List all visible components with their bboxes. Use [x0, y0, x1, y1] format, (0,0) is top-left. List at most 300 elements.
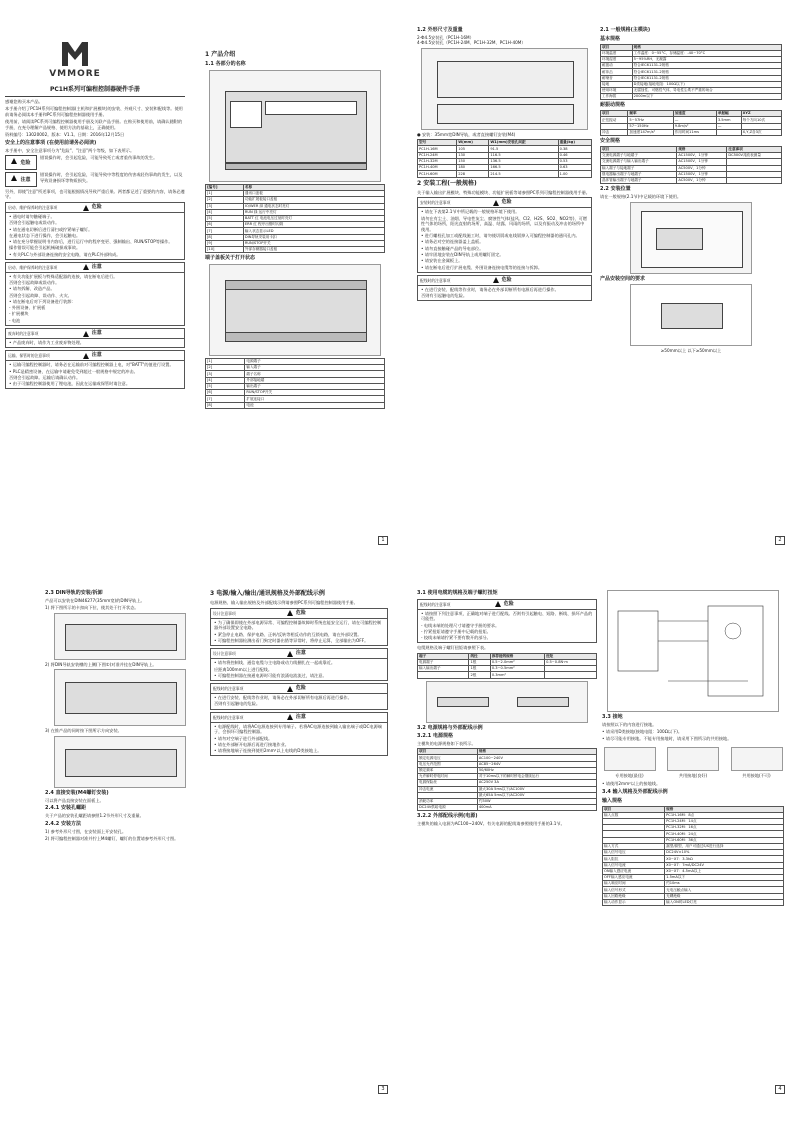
warning-triangle-icon [83, 264, 89, 270]
table-row [601, 129, 782, 135]
table-cell: 输入动作显示 [603, 899, 665, 905]
safety-spec-table: 项目 规格 注意事项 交流电源端子与地端子 AC1500V，1分钟 DC500V兆欧表测量 交流电源端子与输入输出端子 AC1500V，1分钟 输入端子与接地端子 AC500V，1分钟 继电器输出端子与地端子 AC1500V，1分钟 晶体管输出端子与地端子 AC500V，1分钟 [600, 146, 782, 184]
warning-level: 危险 [503, 600, 514, 607]
plc-front-diagram [209, 70, 381, 182]
page4-left-column [417, 570, 597, 828]
weight-table: 型号 W(mm) W1(mm)安装孔间距 重量(kg) PC1H-16M 105 91.5 0.38 PC1H-24M 130 116.5 0.46 PC1H-32M 150 136.5 0.53 PC1H-40M 180 166.5 0.63 PC1H-60M 228 214.5 1.00 [417, 139, 592, 177]
table-cell: — [673, 117, 716, 123]
table-cell: PC1H-32M [418, 158, 457, 164]
table-row [601, 153, 782, 159]
table-cell: PC1H-16M [418, 146, 457, 152]
table-cell: 对于10ms以下的瞬时停电会继续运行 [477, 774, 596, 780]
warning-level: 注意 [91, 352, 102, 359]
warning-box-4 [5, 350, 185, 389]
safety-spec-title: 安全规格 [600, 138, 621, 145]
ground-diagram-dedicated: 专用接地(最佳) [602, 745, 657, 779]
table-cell: 输入信号电流 [603, 862, 665, 868]
section-2-title: 2 安装工程(一般规格) [417, 179, 477, 187]
doc-code: 资料编号：13020002。版本：V1.1。日期：2016年12月15日 [5, 132, 125, 138]
wiring-schematic [608, 591, 778, 711]
basic-spec-title: 基本规格 [600, 35, 621, 42]
space-title: 产品安装空间的要求 [600, 275, 646, 282]
table-cell: AC500V，1分钟 [677, 177, 727, 183]
warning-level: 危险 [295, 609, 306, 616]
table-cell: 无电压触点输入 [665, 887, 784, 893]
table-cell: [4] [206, 209, 244, 215]
warning-box-8 [210, 648, 388, 681]
table-cell: 耐冲击 [601, 69, 633, 75]
ground-line-2: • 请采用D类接地(接地电阻：100Ω以下)。 [602, 728, 683, 734]
table-cell: 符合IEC61131-2规格 [632, 63, 781, 69]
section-2-1-title: 2.1 一般规格(主模块) [600, 27, 651, 33]
table-cell: 150 [457, 158, 489, 164]
input-spec-title: 输入规格 [602, 797, 623, 804]
table-cell: ON输入感应电流 [603, 868, 665, 874]
table-cell: [5] [206, 215, 244, 221]
table-cell: 最大65A 5ms以下/AC200V [477, 792, 596, 798]
table-cell: PC1H-60M：36点 [665, 837, 784, 843]
table-cell: 扩展连接口 [245, 396, 385, 402]
din-step-2: 2) 将DIN导轨安装槽的上侧(下图①)对准并挂在DIN导轨上。 [45, 661, 157, 667]
section-1-2-title: 1.2 外形尺寸及重量 [417, 27, 463, 33]
vibration-table: 项目 频率 加速度 单振幅 XYZ 正弦振动 5~57Hz — 3.5mm 每个方向10次 57~150Hz 9.8m/s² — 冲击 加速度147m/s² 作用时间11ms X,Y,Z各3次 [600, 110, 782, 136]
section-3-1-title: 3.1 使用电缆的规格及端子螺钉扭矩 [417, 590, 498, 596]
table-cell: 130 [457, 152, 489, 158]
doc-title: PC1H系列可编程控制器硬件手册 [50, 86, 140, 94]
table-cell: [1] [206, 191, 244, 197]
warning-box-3 [5, 328, 185, 348]
table-cell: 电源保险丝 [418, 780, 478, 786]
input-spec-table: 项目 规格 输入点数 PC1H-16M：8点 PC1H-24M：14点 PC1H-32M：16点 PC1H-40M：24点 PC1H-60M：36点 输入方式 漏型/源型，用户可通过S/S进行选择 输入信号电压 DC24V±10% 输入阻抗 X0~X7：3.3kΩ 输入信号电流 X0~X7：7mA/DC24V ON输入感应电流 X0~X7：4.5mA以上 OFF输入感应电流 1.5mA以下 输入响应时间 约10ms 输入信号形式 无电压触点输入 输入回路绝缘 光耦绝缘 输入动作显示 输入ON时LED灯亮 [602, 806, 784, 907]
table-cell: X0~X7：3.3kΩ [665, 856, 784, 862]
warning-context: 安装时的注意事项 [420, 200, 451, 206]
table-cell: 输入ON时LED灯亮 [665, 899, 784, 905]
table-cell: [7] [206, 228, 244, 234]
brand-name: VMMORE [49, 69, 101, 79]
table-cell: 外部存储器接口盖板 [243, 247, 384, 253]
danger-text: 错误操作时，会引起危险，可能导致死亡或者重伤事故的发生。 [40, 155, 158, 161]
table-cell: 冲击 [601, 129, 628, 135]
table-cell: 无腐蚀性、可燃性气体，导电性尘埃不严重的场合 [632, 88, 781, 94]
warning-context: 启动、维护保养时的注意事项 [8, 264, 58, 270]
table-cell: PC1H-16M：8点 [665, 812, 784, 818]
warning-body: • 有关功能扩展板与特殊适配器的连接，请在断电后进行。 否则会引起故障或误动作。 • 请勿拆解、改造产品。 否则会引起故障、误动作、火灾。 • 请在断电后对下列设备进行装卸： - 外围设备、扩展板 - 扩展模块 - 电池 [9, 273, 118, 323]
table-cell: 输入方式 [603, 843, 665, 849]
table-cell: AC85~264V [477, 761, 596, 767]
environment-spec-table: 项目 规格 环境温度 工作温度：0~55°C，存储温度：-40~70°C 环境湿度 5~95%RH，无凝露 耐振动 符合IEC61131-2规格 耐冲击 符合IEC61131-2规格 耐噪音 符合IEC61131-2规格 接地 D类接地(接地电阻：100Ω以下) 使用环境 无腐蚀性、可燃性气体，导电性尘埃不严重的场合 工作海拔 2000m以下 [600, 44, 782, 101]
section-2-2-text: 请在一般规格(2.1节)中记载的环境下使用。 [600, 193, 682, 199]
page1-right-column [205, 25, 385, 409]
warning-context: 配线时的注意事项 [213, 685, 244, 691]
din-step-1: 1) 将下图所示的卡扣向下拉，使其处于打开状态。 [45, 604, 139, 610]
table-cell: 电源端子 [245, 359, 385, 365]
table-cell: 环境湿度 [601, 56, 633, 62]
table-cell: 0.5~0.8N·m [545, 659, 597, 665]
warning-context: 运输、保管时的注意事项 [8, 353, 50, 359]
section-2-3-title: 2.3 DIN导轨的安装/拆卸 [45, 590, 103, 596]
warning-triangle-icon [83, 205, 89, 211]
table-cell: [1] [206, 359, 245, 365]
table-cell: 环境温度 [601, 50, 633, 56]
table-cell: 功能扩展板接口盖板 [243, 197, 384, 203]
table-cell: 输入响应时间 [603, 881, 665, 887]
section-3-3-title: 3.3 接地 [602, 714, 623, 720]
page1-left-column [5, 25, 185, 391]
table-cell: 电源端子 [418, 659, 469, 665]
warning-triangle-icon [287, 651, 293, 657]
table-cell: D类接地(接地电阻：100Ω以下) [632, 81, 781, 87]
table-cell: 3.5mm [716, 117, 741, 123]
table-cell: [2] [206, 365, 245, 371]
table-cell: 工作海拔 [601, 94, 633, 100]
table-cell: [9] [206, 240, 244, 246]
table-cell: [8] [206, 402, 245, 408]
space-note: ≥50mm以上 以下≥50mm以上 [660, 348, 722, 354]
page4-right-column [602, 570, 784, 906]
safety-note: 另外，即使"注意"所述事项，也可能根据情况导致严重后果。两者都记述了重要的内容，请务必遵守。 [5, 188, 185, 200]
table-cell: 通讯口盖板 [243, 191, 384, 197]
intro-p1: 感谢您购买本产品。 [5, 99, 43, 105]
table-cell: 2000m以下 [632, 94, 781, 100]
table-row [418, 805, 597, 811]
table-cell: PC1H-24M：14点 [665, 819, 784, 825]
table-cell: PC1H-24M [418, 152, 457, 158]
table-cell: 符合IEC61131-2规格 [632, 69, 781, 75]
table-cell [727, 177, 782, 183]
table-cell: 晶体管输出端子与地端子 [601, 177, 677, 183]
table-cell: AC1500V，1分钟 [677, 159, 727, 165]
section-2-4-text: 可以将产品直接安装在面板上。 [45, 797, 104, 803]
warning-level: 注意 [91, 264, 102, 271]
section-1-1-title: 1.1 各部分的名称 [205, 61, 246, 68]
caution-row [5, 172, 185, 187]
table-cell: 约10ms [665, 881, 784, 887]
warning-level: 危险 [91, 204, 102, 211]
table-cell: 0.53 [558, 158, 591, 164]
warning-triangle-icon [495, 601, 501, 607]
danger-tag: 危险 [5, 155, 37, 170]
table-cell: 91.5 [489, 146, 558, 152]
warning-triangle-icon [11, 175, 17, 181]
warning-context: 废弃时的注意事项 [8, 330, 39, 336]
table-cell: 105 [457, 146, 489, 152]
warning-box-7 [210, 608, 388, 646]
table-cell: 正弦振动 [601, 117, 628, 123]
table-cell: 额定频率 [418, 767, 478, 773]
mount-step-1: 1) 参考外形尺寸图，在安装面上开安装孔。 [45, 828, 127, 834]
warning-box-11 [417, 599, 597, 644]
warning-triangle-icon [83, 331, 89, 337]
table-cell: [5] [206, 383, 245, 389]
din-step-3-image [54, 736, 186, 788]
table-cell: 额定电源电压 [418, 755, 478, 761]
table-cell: ERR 红 程序出错时闪烁 [243, 222, 384, 228]
table-cell: AC500V，1分钟 [677, 165, 727, 171]
table-cell: [8] [206, 234, 244, 240]
table-row [418, 171, 592, 177]
plc-in-cabinet-image [656, 228, 703, 250]
table-cell: 输入点数 [603, 812, 665, 818]
warning-triangle-icon [493, 277, 499, 283]
plc-terminal-diagram [209, 264, 381, 356]
caution-tag: 注意 [5, 172, 37, 187]
table-cell: 使用环境 [601, 88, 633, 94]
table-cell: 每个方向10次 [741, 117, 781, 123]
warning-box-5 [417, 197, 592, 272]
table-cell: X0~X7：4.5mA以上 [665, 868, 784, 874]
table-cell: 5~57Hz [628, 117, 673, 123]
table-cell: AC1500V，1分钟 [677, 153, 727, 159]
manual-page-2 [402, 25, 787, 565]
section-2-2-title: 2.2 安装位置 [600, 186, 631, 193]
table-cell: 0.38 [558, 146, 591, 152]
wire-end-diagram [426, 681, 588, 723]
plc-space-image [661, 303, 723, 329]
warning-context: 设计注意事项 [213, 651, 236, 657]
warning-box-10 [210, 712, 388, 757]
section-3-2-1-title: 3.2.1 电源规格 [417, 733, 453, 740]
table-cell: RUN/STOP开关 [245, 390, 385, 396]
comm-port-image [230, 101, 262, 128]
table-cell: 继电器输出端子与地端子 [601, 171, 677, 177]
page2-right-column [600, 25, 782, 356]
ground-line-1: 请按照以下的内容进行接地。 [602, 721, 657, 727]
section-3-2-1-text: 主模块的电源规格如下表所示。 [417, 741, 476, 747]
warning-body: • 请按照下列注意事项，正确地对端子进行配线。否则有引起触电、短路、断线、损坏产品的可能性。 - 电线末端的处理尺寸请遵守手册的要求。 - 拧紧扭矩请遵守手册中记载的扭矩。 - 绞线末端请拧紧不要有散开的部分。 [421, 610, 593, 641]
table-cell: 9.8m/s² [673, 123, 716, 129]
warning-body: • 通电时请勿触碰端子。 否则会引起触电或误动作。 • 请在通电切断后进行清扫或拧紧端子螺钉。 在通电状态下进行操作，会引起触电。 • 请在充分掌握说明书内容后，进行运行中的程序变更、强制输出、RUN/STOP等操作。 操作错误可能会引起机械破损或事故。 • 有关PLC与外部设备连接的安全电路，请在PLC外部构成。 [9, 214, 173, 257]
din-step-2-image [54, 669, 186, 726]
table-cell: 消耗功率 [418, 798, 478, 804]
page-number: 4 [775, 1085, 785, 1094]
table-cell: 作用时间11ms [673, 129, 716, 135]
warning-body: • 电源配线时，请将AC电源连接到专用端子。若将AC电源连接到输入输出端子或DC电源端子，会损坏可编程控制器。 • 请勿对空端子进行外部配线。 • 请在外部断开电源后再进行接地作业。 • 请将接地端子连接到使用2mm²以上电线的D类接地上。 [214, 723, 382, 754]
table-cell: 耐振动 [601, 63, 633, 69]
table-cell: 输入输出端子 [418, 666, 469, 672]
table-cell: PC1H-40M：24点 [665, 831, 784, 837]
page-number: 2 [775, 536, 785, 545]
vmmore-logo-icon [60, 40, 90, 68]
table-cell: 5~95%RH，无凝露 [632, 56, 781, 62]
warning-level: 注意 [295, 650, 306, 657]
page-number: 3 [378, 1085, 388, 1094]
table-cell: 0.46 [558, 152, 591, 158]
table-cell: 1根 [469, 666, 490, 672]
cable-text: 电缆规格及端子螺钉扭矩请参照下表。 [417, 645, 489, 651]
ground-diagrams [602, 745, 784, 779]
intro-p3: 使用前，请阅读PC系列可编程控制器使用手册及关联产品手册。在购买和使用前，请确认随附的手册，在充分理解产品规格、使用方法的基础上，正确使用。 [5, 119, 183, 130]
section-2-lead: 关于输入输出扩展模块、特殊功能模块、功能扩展板等请参照PC系列可编程控制器使用手册。 [417, 189, 590, 195]
table-row [601, 94, 782, 100]
weight-note: ● 安装：35mm宽DIN导轨，或者直接螺钉安装(M4) [417, 132, 516, 138]
side-view-image [437, 104, 574, 124]
table-cell: 加速度147m/s² [628, 129, 673, 135]
warning-body: • 在进行安装、配线等作业时，请务必在外部切断所有电源后再进行操作。 否则有引起触电的危险。 [214, 695, 352, 707]
warning-triangle-icon [493, 200, 499, 206]
table-row [603, 899, 784, 905]
ground-line-4: • 请使用2mm²以上的接地线。 [602, 781, 661, 787]
section-3-title: 3 电源/输入/输出/通讯规格及外部配线示例 [210, 590, 325, 597]
table-cell: 交流电源端子与输入输出端子 [601, 159, 677, 165]
ground-line-3: • 请尽可能专用接地。不能专用接地时，请采用下图所示的共用接地。 [602, 736, 732, 742]
table-cell: [3] [206, 203, 244, 209]
warning-level: 危险 [501, 199, 512, 206]
din-step-1-image [54, 613, 186, 660]
table-cell: 漏型/源型，用户可通过S/S进行选择 [665, 843, 784, 849]
table-cell [418, 672, 469, 678]
warning-body: • 请在下表第2.1节中所记载的一般规格环境下使用。 请勿在有尘土、油烟、导电性灰尘、腐蚀性气体(盐风、Cl2、H2S、SO2、NO2等)、可燃性气体的场所，阳光直射的场所，高温、结露、风雨的场所，以及有振动及冲击的场所中使用。 • 进行螺栓孔加工或配线施工时，请勿使切屑或电线屑掉入可编程控制器的通风孔内。 • 请务必对空的连接器盖上盖板。 • 请勿直接触碰产品的导电部位。 • 请牢固地安装在DIN导轨上或用螺钉固定。 • 请安装在金属板上。 • 请在断电后进行扩展电缆、外围设备连接电缆等的连接与拆卸。 [421, 209, 588, 270]
table-cell [716, 129, 741, 135]
din-step-3: 3) 在推产品的同时按下图所示方向安装。 [45, 728, 122, 734]
table-row [206, 402, 385, 408]
table-cell: 输出端子 [245, 383, 385, 389]
table-cell: [10] [206, 247, 244, 253]
warning-level: 危险 [295, 685, 306, 692]
table-cell: 0.3mm² [490, 672, 544, 678]
table-cell: 0.5~2.0mm² [490, 659, 544, 665]
section-2-4-2-title: 2.4.2 安装方法 [45, 820, 81, 827]
table-cell: AC1500V，1分钟 [677, 171, 727, 177]
warning-level: 注意 [295, 713, 306, 720]
terminal-names-table [205, 358, 385, 409]
section-3-4-title: 3.4 输入规格及外部配线示例 [602, 789, 668, 796]
intro-p2: 本手册介绍了PC1H系列可编程控制器(主机和扩展模块)的安装、外观尺寸、安装和配线等。使用前请务必阅读本手册和PC系列可编程控制器使用手册。 [5, 106, 183, 118]
warning-triangle-icon [287, 686, 293, 692]
section-3-2-title: 3.2 电源规格与外部配线示例 [417, 724, 483, 731]
section-2-3-text: 产品可以安装在DIN46277(35mm宽)的DIN导轨上。 [45, 597, 145, 603]
table-cell: IO/WER 绿 通电状态时亮灯 [243, 203, 384, 209]
warning-box-6 [417, 275, 592, 302]
section-2-4-title: 2.4 直接安装(M4螺钉安装) [45, 789, 109, 796]
page3-left-column [45, 570, 195, 843]
warning-triangle-icon [287, 610, 293, 616]
table-cell: PC1H-32M：16点 [665, 825, 784, 831]
table-cell: 符合IEC61131-2规格 [632, 75, 781, 81]
table-cell: 最大30A 5ms以下/AC100V [477, 786, 596, 792]
terminal-row-image [225, 163, 367, 170]
warning-box-1 [5, 202, 185, 260]
page3-right-column [210, 570, 388, 758]
page2-left-column [417, 25, 592, 303]
table-row [601, 177, 782, 183]
brand-logo [30, 40, 120, 80]
danger-row [5, 155, 185, 170]
table-cell: 57~150Hz [628, 123, 673, 129]
ground-diagram-shared-ok: 共用接地(良好) [666, 745, 721, 779]
warning-body: • 请勿将控制线、通信电缆与主电路或动力线捆扎在一起或靠近。 应距离100mm以上进行配线。 • 可编程控制器在接通电源时可能有浪涌电流流过，请注意。 [214, 660, 336, 678]
warning-context: 启动、维护保养时的注意事项 [8, 204, 58, 210]
space-diagram [630, 284, 752, 346]
table-cell: 输入端子 [245, 365, 385, 371]
section-3-text: 电源规格、输入输出规格及外部配线示例请参照PC系列可编程控制器使用手册。 [210, 600, 358, 606]
table-cell: 166.5 [489, 165, 558, 171]
table-cell: DC24V供给电源 [418, 805, 478, 811]
warning-body: • 运输可编程控制器时，请务必在运输前对可编程控制器上电，对"BATT"的值进行设置。 • PLC是精密设备，在运输中请避免受到超过一般规格中规定的冲击。 否则会引起故障。运输后请确认动作。 • 由于可编程控制器使用了锂电池，因此在运输或保管时请注意。 [9, 362, 174, 387]
table-cell: DIN导轨安装用卡扣 [243, 234, 384, 240]
table-cell: RUN 绿 运行中亮灯 [243, 209, 384, 215]
table-cell: 0.3~0.5mm² [490, 666, 544, 672]
table-cell: [4] [206, 377, 245, 383]
table-cell: 交流电源端子与地端子 [601, 153, 677, 159]
warning-triangle-icon [83, 353, 89, 359]
table-cell: RUN/STOP开关 [243, 240, 384, 246]
table-cell: 约30W [477, 798, 596, 804]
warning-context: 配线时的注意事项 [213, 714, 244, 720]
warning-body: • 为了确保即使在外部电源异常、可编程控制器故障时系统也能安全运行，请在可编程控制器外部设置安全电路。 • 紧急停止电路、保护电路、正转/反转等相反动作的互锁电路，请在外部设置。 • 可编程控制器检测出看门狗定时器出错等异常时，将停止运算，全部输出为OFF。 [214, 619, 382, 643]
terminal-cover-caption: 端子盖板关于打开状态 [205, 255, 256, 262]
top-view-image [437, 61, 574, 98]
table-cell: 228 [457, 171, 489, 177]
table-cell: 400mA [477, 805, 596, 811]
table-cell: OFF输入感应电流 [603, 875, 665, 881]
led-panel-image [265, 101, 357, 115]
table-cell: [6] [206, 222, 244, 228]
table-cell: 50/60Hz [477, 767, 596, 773]
section-2-4-1-text: 关于产品的安装孔螺距请参照1.2节外形尺寸及重量。 [45, 813, 144, 819]
dimension-note: 2-Φ4.5安装孔（PC1H-16M） 4-Φ4.5安装孔（PC1H-24M、PC1H-32M、PC1H-40M） [417, 34, 526, 46]
table-cell: 电压允许范围 [418, 761, 478, 767]
part-names-table: [编号] 名称 [1] 通讯口盖板 [2] 功能扩展板接口盖板 [3] IO/WER 绿 通电状态时亮灯 [4] RUN 绿 运行中亮灯 [5] BATT 红 电池电压过低时亮灯 [6] ERR 红 程序出错时闪烁 [7] 输入状态显示LED [8] DIN导轨安装用卡扣 [9] RUN/STOP开关 [10] 外部存储器接口盖板 [205, 184, 385, 253]
lower-terminals-image [225, 332, 367, 342]
table-cell: BATT 红 电池电压过低时亮灯 [243, 215, 384, 221]
warning-triangle-icon [287, 714, 293, 720]
table-cell: 1.5mA以下 [665, 875, 784, 881]
intro [5, 99, 185, 138]
section-3-2-2-title: 3.2.2 外部配线示例(电源) [417, 813, 478, 820]
table-cell: 电池 [245, 402, 385, 408]
warning-context: 设计注意事项 [213, 610, 236, 616]
warning-level: 危险 [501, 276, 512, 283]
table-cell: PC1H-40M [418, 165, 457, 171]
table-cell: 输入状态显示LED [243, 228, 384, 234]
power-spec-table: 项目 规格 额定电源电压 AC100~240V 电压允许范围 AC85~264V 额定频率 50/60Hz 允许瞬时停电时间 对于10ms以下的瞬时停电会继续运行 电源保险丝 AC250V 3A 冲击电流 最大30A 5ms以下/AC100V 最大65A 5ms以下/AC200V 消耗功率 约30W DC24V供给电源 400mA [417, 748, 597, 811]
table-cell: 0.63 [558, 165, 591, 171]
table-cell: 输入阻抗 [603, 856, 665, 862]
table-cell: 214.5 [489, 171, 558, 177]
table-cell: X,Y,Z各3次 [741, 129, 781, 135]
cabinet-install-diagram [630, 202, 752, 274]
section-2-4-1-title: 2.4.1 安装孔螺距 [45, 805, 86, 812]
table-cell: 1.00 [558, 171, 591, 177]
warning-triangle-icon [11, 158, 17, 164]
table-cell: 116.5 [489, 152, 558, 158]
table-cell: 输入端子与接地端子 [601, 165, 677, 171]
power-wiring-diagram [607, 590, 779, 712]
table-cell: 光耦绝缘 [665, 893, 784, 899]
section-1-title: 1 产品介绍 [205, 51, 236, 58]
vibration-title: 耐振动规格 [600, 102, 626, 109]
manual-page-3 [5, 570, 390, 1110]
warning-context: 配线时的注意事项 [420, 277, 451, 283]
manual-page-1 [5, 25, 390, 565]
table-cell: DC24V±10% [665, 850, 784, 856]
table-row [418, 672, 597, 678]
safety-lead: 本手册中，安全注意事项分为"危险"、"注意"两个等级，如下表所示。 [5, 147, 135, 153]
table-cell: [7] [206, 396, 245, 402]
table-cell: DC500V兆欧表测量 [727, 153, 782, 159]
safety-title: 安全上的注意事项 (在使用前请务必阅读) [5, 139, 97, 146]
table-cell: 180 [457, 165, 489, 171]
table-row [206, 247, 385, 253]
table-cell: 输入信号形式 [603, 887, 665, 893]
table-cell: 1根 [469, 659, 490, 665]
table-cell: 端子名称 [245, 371, 385, 377]
upper-terminals-image [225, 280, 367, 290]
table-cell: 冲击电流 [418, 786, 478, 792]
table-cell: 外部接地端 [245, 377, 385, 383]
ground-diagram-shared-bad: 共用接地(不可) [729, 745, 784, 779]
warning-body: • 在进行安装、配线等作业时，请务必在外部切断所有电源后再进行操作。 否则有引起触电的危险。 [421, 286, 559, 299]
